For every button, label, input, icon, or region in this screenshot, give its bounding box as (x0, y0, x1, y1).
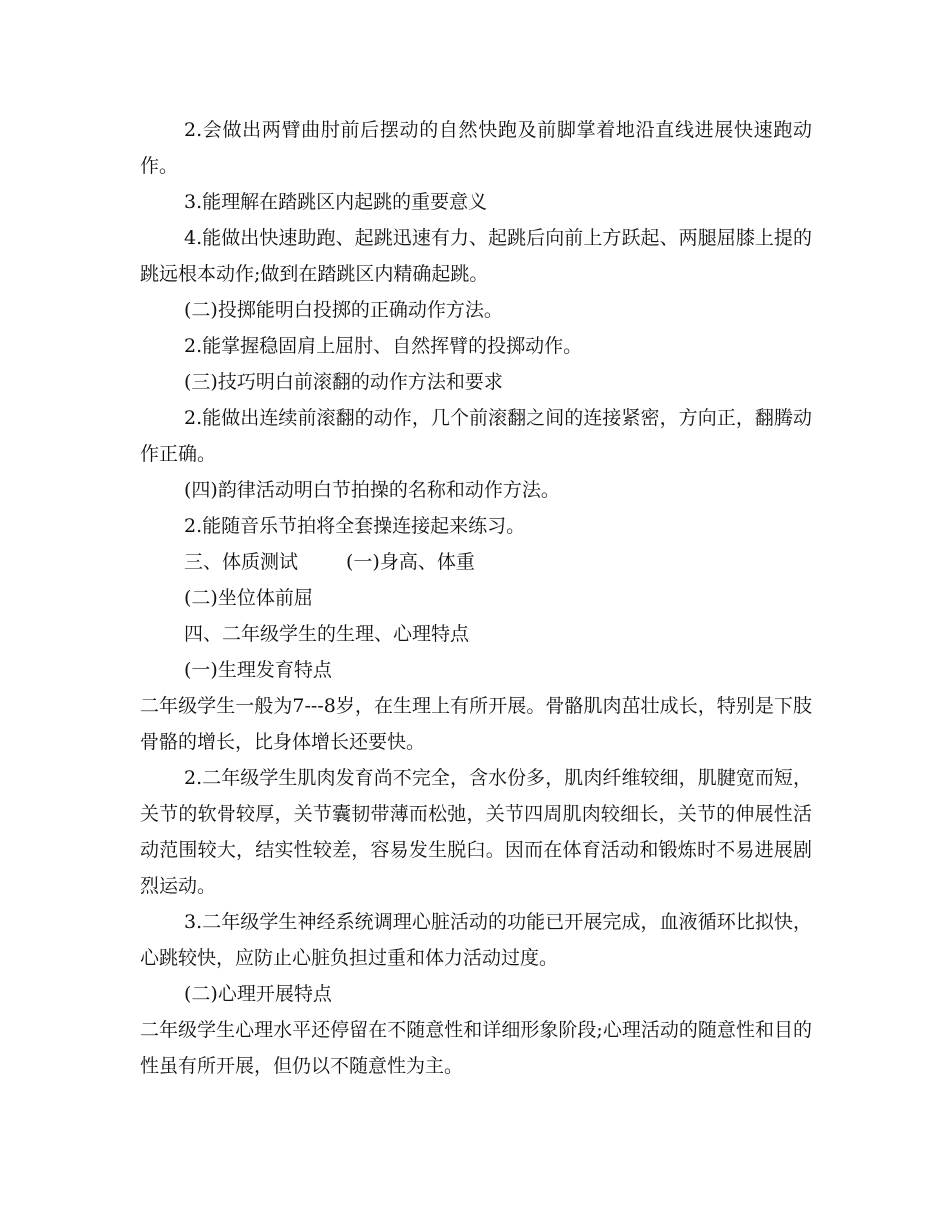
paragraph: 2.会做出两臂曲肘前后摆动的自然快跑及前脚掌着地沿直线进展快速跑动作。 (140, 119, 812, 177)
paragraph: 二年级学生一般为7---8岁，在生理上有所开展。骨骼肌肉茁壮成长，特别是下肢骨骼的增长，比身体增长还要快。 (140, 695, 812, 753)
section-heading: 四、二年级学生的生理、心理特点 (184, 623, 470, 645)
paragraph: 3.能理解在踏跳区内起跳的重要意义 (184, 191, 488, 213)
paragraph: (三)技巧明白前滚翻的动作方法和要求 (184, 371, 503, 393)
paragraph: 4.能做出快速助跑、起跳迅速有力、起跳后向前上方跃起、两腿屈膝上提的跳远根本动作;做到在踏跳区内精确起跳。 (140, 227, 812, 285)
paragraph: 2.能随音乐节拍将全套操连接起来练习。 (184, 515, 526, 537)
document-body (140, 112, 812, 1084)
subsection-heading: (二)心理开展特点 (184, 983, 332, 1005)
paragraph: 2.能掌握稳固肩上屈肘、自然挥臂的投掷动作。 (184, 335, 583, 357)
section-heading-fitness-test (140, 544, 812, 580)
paragraph: 2.能做出连续前滚翻的动作，几个前滚翻之间的连接紧密，方向正，翻腾动作正确。 (140, 407, 812, 465)
paragraph: (二)投掷能明白投掷的正确动作方法。 (184, 299, 503, 321)
heading-right: (一)身高、体重 (346, 551, 475, 573)
paragraph: (四)韵律活动明白节拍操的名称和动作方法。 (184, 479, 560, 501)
heading-left: 三、体质测试 (184, 551, 299, 573)
paragraph: 3.二年级学生神经系统调理心脏活动的功能已开展完成，血液循环比拟快，心跳较快，应防止心脏负担过重和体力活动过度。 (140, 911, 812, 969)
paragraph: 二年级学生心理水平还停留在不随意性和详细形象阶段;心理活动的随意性和目的性虽有所开展，但仍以不随意性为主。 (140, 1019, 812, 1077)
paragraph: (二)坐位体前屈 (184, 587, 313, 609)
subsection-heading: (一)生理发育特点 (184, 659, 332, 681)
paragraph: 2.二年级学生肌肉发育尚不完全，含水份多，肌肉纤维较细，肌腱宽而短，关节的软骨较厚，关节囊韧带薄而松弛，关节四周肌肉较细长，关节的伸展性活动范围较大，结实性较差，容易发生脱臼。因而在体育活动和锻炼时不易进展剧烈运动。 (140, 767, 812, 897)
